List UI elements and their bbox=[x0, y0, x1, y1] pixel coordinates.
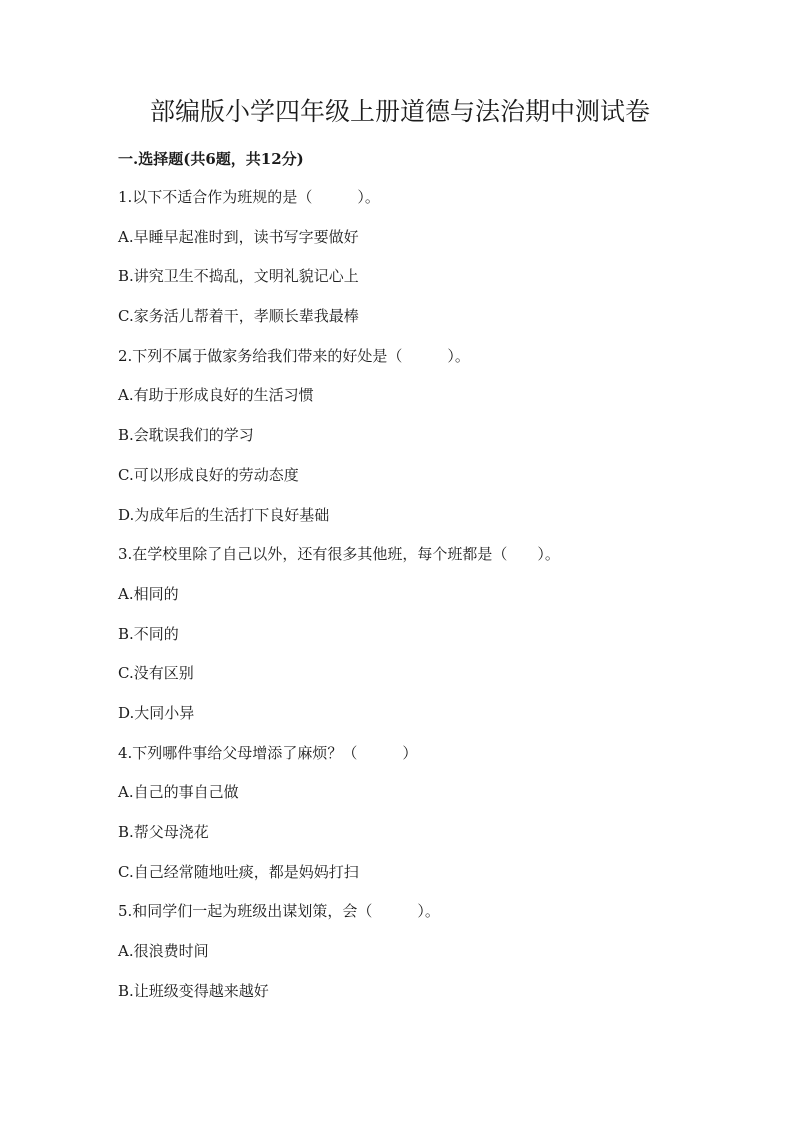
question-list bbox=[118, 185, 738, 1018]
question-line: 3.在学校里除了自己以外，还有很多其他班，每个班都是（ ）。 bbox=[118, 545, 560, 564]
option-line: D.为成年后的生活打下良好基础 bbox=[118, 505, 330, 524]
question-line: 5.和同学们一起为班级出谋划策，会（ ）。 bbox=[118, 902, 440, 921]
question-line: 1.以下不适合作为班规的是（ ）。 bbox=[118, 188, 380, 206]
option-line: B.讲究卫生不捣乱，文明礼貌记心上 bbox=[118, 267, 359, 286]
question-line: 4.下列哪件事给父母增添了麻烦？（ ） bbox=[118, 743, 418, 762]
option-line: B.会耽误我们的学习 bbox=[118, 426, 254, 445]
option-line: A.相同的 bbox=[118, 584, 179, 603]
option-line: C.自己经常随地吐痰，都是妈妈打扫 bbox=[118, 862, 359, 881]
section-header: 一.选择题(共6题，共12分) bbox=[118, 150, 304, 168]
option-line: C.家务活儿帮着干，孝顺长辈我最棒 bbox=[118, 307, 359, 326]
question-line: 2.下列不属于做家务给我们带来的好处是（ ）。 bbox=[118, 346, 470, 365]
option-line: D.大同小异 bbox=[118, 703, 195, 722]
option-line: B.帮父母浇花 bbox=[118, 823, 209, 841]
option-line: A.早睡早起准时到，读书写字要做好 bbox=[118, 227, 359, 246]
option-line: C.没有区别 bbox=[118, 664, 194, 683]
option-line: C.可以形成良好的劳动态度 bbox=[118, 465, 299, 484]
option-line: B.不同的 bbox=[118, 624, 179, 643]
option-line: B.让班级变得越来越好 bbox=[118, 981, 269, 1000]
page-title: 部编版小学四年级上册道德与法治期中测试卷 bbox=[149, 97, 650, 126]
option-line: A.有助于形成良好的生活习惯 bbox=[118, 386, 314, 405]
option-line: A.很浪费时间 bbox=[118, 942, 209, 961]
option-line: A.自己的事自己做 bbox=[118, 783, 239, 802]
